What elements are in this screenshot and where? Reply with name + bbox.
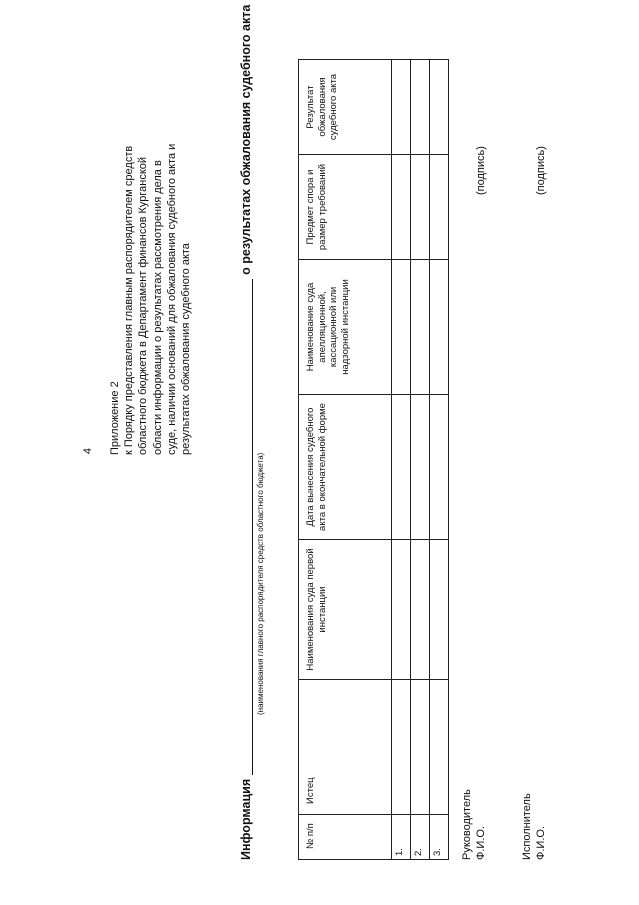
info-title-suffix: о результатах обжалования судебного акта <box>239 4 253 275</box>
signature-name: Ф.И.О. <box>535 826 547 860</box>
document-page <box>60 4 635 860</box>
signature-role: Исполнитель <box>521 793 533 860</box>
table-row <box>411 60 430 860</box>
appendix-line: Приложение 2 <box>109 381 121 455</box>
appendix-line: суде, наличии оснований для обжалования судебного акта и <box>165 143 178 455</box>
table-cell <box>392 540 411 680</box>
header-cell-plaintiff: Истец <box>299 680 392 815</box>
appendix-header <box>108 70 193 455</box>
table-cell <box>411 260 430 395</box>
header-cell-act-date: Дата вынесения судебного акта в окончательной форме <box>299 395 392 540</box>
table-row <box>430 60 449 860</box>
appendix-line: к Порядку представления главным распорядителем средств <box>123 145 136 455</box>
signature-placeholder: (подпись) <box>475 146 487 195</box>
header-cell-first-instance-court: Наименования суда первой инстанции <box>299 540 392 680</box>
table-cell <box>430 540 449 680</box>
appendix-line: результатах обжалования судебного акта <box>180 243 193 455</box>
page-number: 4 <box>82 447 94 455</box>
header-cell-number: № п/п <box>299 815 392 860</box>
table-cell <box>411 155 430 260</box>
table-cell <box>430 60 449 155</box>
info-title-prefix: Информация <box>239 778 253 860</box>
table-cell: 3. <box>430 815 449 860</box>
info-title <box>239 5 255 860</box>
table-cell: 2. <box>411 815 430 860</box>
table-cell <box>430 395 449 540</box>
fill-in-blank-line <box>252 279 253 775</box>
appendix-line: области информации о результатах рассмотрения дела в <box>151 160 164 455</box>
table-cell <box>392 60 411 155</box>
table-cell: 1. <box>392 815 411 860</box>
table-cell <box>392 155 411 260</box>
table-cell <box>411 540 430 680</box>
table-header-row <box>299 60 392 860</box>
results-table <box>298 59 449 860</box>
info-caption: (наименования главного распорядителя средств областного бюджета) <box>256 452 265 715</box>
header-cell-appeal-result: Результат обжалования судебного акта <box>299 60 392 155</box>
table-cell <box>392 680 411 815</box>
header-cell-appeal-court: Наименование суда апелляционной, кассационной или надзорной инстанции <box>299 260 392 395</box>
table-cell <box>392 395 411 540</box>
table-cell <box>411 395 430 540</box>
table-cell <box>430 680 449 815</box>
table-cell <box>392 260 411 395</box>
table-cell <box>411 680 430 815</box>
table-cell <box>430 260 449 395</box>
signature-role: Руководитель <box>461 789 473 860</box>
table-cell <box>411 60 430 155</box>
header-cell-dispute-subject: Предмет спора и размер требований <box>299 155 392 260</box>
signature-name: Ф.И.О. <box>475 826 487 860</box>
table-cell <box>430 155 449 260</box>
signature-placeholder: (подпись) <box>535 146 547 195</box>
appendix-line: областного бюджета в Департамент финансов Курганской <box>137 156 150 455</box>
table-row <box>392 60 411 860</box>
